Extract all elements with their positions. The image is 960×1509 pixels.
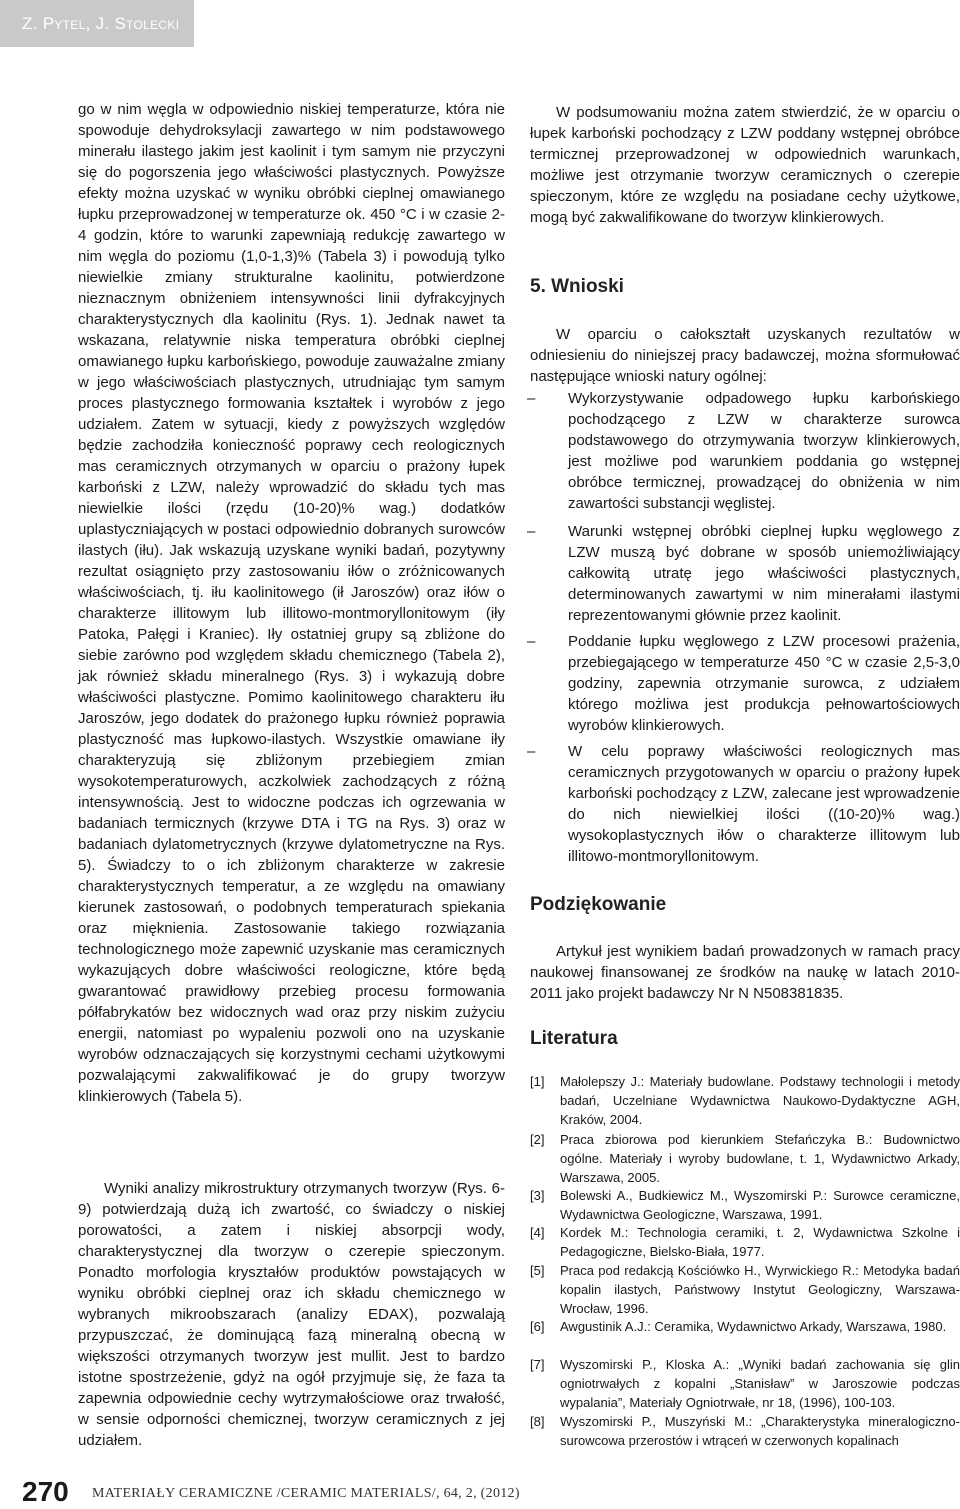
reference-number: [1] xyxy=(530,1074,545,1089)
reference-number: [5] xyxy=(530,1263,545,1278)
conclusion-item-text: W celu poprawy właściwości reologicznych mas ceramicznych przygotowanych w oparciu o prażony łupek karboński pochodzący z LZW, zalecane jest wprowadzenie do nich niewielkiej ilości ((10-20)% wag.) wysokoplastycznych iłów o charakterze illitowym lub illitowo-montmoryllonitowym. xyxy=(568,743,960,865)
reference-item-3 xyxy=(530,1186,960,1224)
right-paragraph-summary: W podsumowaniu można zatem stwierdzić, że w oparciu o łupek karboński pochodzący z LZW poddany wstępnej obróbce termicznej przeprowadzonej w odpowiednich warunkach, możliwe jest otrzymanie tworzyw ceramicznych o czerepie spieczonym, które ze względu na posiadane cechy użytkowe, mogą być zakwalifikowane do tworzyw klinkierowych. xyxy=(530,104,960,226)
left-paragraph-1: go w nim węgla w odpowiednio niskiej temperaturze, która nie spowoduje dehydroksylacji zawartego w nim podstawowego minerału ilastego jakim jest kaolinit i tym samym nie przyczyni się do pogorszenia jego właściwości plastycznych. Powyższe efekty można uzyskać w wyniku obróbki cieplnej omawianego łupku przeprowadzonej w temperaturze ok. 450 °C i w czasie 2-4 godzin, które to warunki zapewniają redukcję zawartego w nim węgla do poziomu (1,0-1,3)% (Tabela 3) i powodują tylko niewielkie zmiany strukturalne kaolinitu, potwierdzone nieznacznym obniżeniem intensywności linii dyfrakcyjnych charakterystycznych dla kaolinitu (Rys. 1). Jednak nawet ta wskazana, relatywnie niska temperatura obróbki cieplnej omawianego łupku karbońskiego, powoduje zauważalne zmiany w jego właściwościach plastycznych, utrudniając tym samym proces plastycznego formowania kształtek i wyrobów z jego udziałem. Zatem w sytuacji, kiedy z powyższych względów będzie zachodziła konieczność poprawy cech reologicznych mas ceramicznych otrzymanych w oparciu o prażony łupek karboński z LZW, należy wprowadzić do składu tych mas niewielkie ilości (rzędu (10-20)% wag.) dodatków uplastyczniających w postaci odpowiednio dobranych surowców ilastych (iłu). Jak wskazują uzyskane wyniki badań, pozytywny rezultat osiągnięto przy zastosowaniu iłów o zróżnicowanych właściwościach, tj. iłu kaolinitowego (ił Jaroszów) oraz iłów o charakterze illitowym lub illitowo-montmoryllonitowym (iły Patoka, Pałęgi i Kraniec). Iły ostatniej grupy są zbliżone do siebie zarówno pod względem składu chemicznego (Tabela 2), jak również składu mineralnego (Rys. 3) i wykazują dobre właściwości plastyczne. Pomimo kaolinitowego charakteru iłu Jaroszów, jego dodatek do prażonego łupku również poprawia plastyczność mas łupkowo-ilastych. Wszystkie omawiane iły charakteryzują się zbliżonym przebiegiem zmian wysokotemperaturowych, aczkolwiek zachodzących z różną intensywnością. Jest to widoczne podczas ich ogrzewania w badaniach termicznych (krzywe DTA i TG na Rys. 3) oraz w badaniach dylatometrycznych (krzywe dylatometryczne na Rys. 5). Świadczy to o ich zbliżonym charakterze w zakresie charakterystycznych temperatur, a ze względu na omawiany kierunek zastosowań, o podobnych temperaturach spiekania oraz mięknienia. Zastosowanie takiego rozwiązania technologicznego może zapewnić uzyskanie mas ceramicznych wykazujących dobre właściwości reologiczne, które będą gwarantować prawidłowy przebieg procesu formowania półfabrykatów bez widocznych wad oraz przy niskim zużyciu energii, natomiast po wypaleniu pozwoli ono na uzyskanie wyrobów odznaczających się korzystnymi cechami użytkowymi pozwalającymi zakwalifikować je do grupy tworzyw klinkierowych (Tabela 5). xyxy=(78,101,505,1105)
reference-text: Małolepszy J.: Materiały budowlane. Podstawy technologii i metody badań, Uczelniane Wydawnictwa Naukowo-Dydaktyczne AGH, Kraków, 2004. xyxy=(560,1074,960,1127)
right-paragraph-conclusions-intro: W oparciu o całokształt uzyskanych rezultatów w odniesieniu do niniejszej pracy badawczej, można sformułować następujące wnioski natury ogólnej: xyxy=(530,326,960,385)
reference-text: Praca pod redakcją Kościówko H., Wyrwickiego R.: Metodyka badań kopalin ilastych, Państwowy Instytut Geologiczny, Warszawa-Wrocław, 1996. xyxy=(560,1263,960,1316)
reference-item-7 xyxy=(530,1355,960,1412)
reference-number: [2] xyxy=(530,1132,545,1147)
reference-number: [4] xyxy=(530,1225,545,1240)
reference-text: Kordek M.: Technologia ceramiki, t. 2, Wydawnictwa Szkolne i Pedagogiczne, Bielsko-Biała, 1977. xyxy=(560,1225,960,1259)
running-header-author: Z. Pytel, J. Stolecki xyxy=(22,14,180,33)
reference-text: Awgustinik A.J.: Ceramika, Wydawnictwo Arkady, Warszawa, 1980. xyxy=(560,1319,947,1334)
conclusion-item-2 xyxy=(527,521,960,626)
reference-number: [6] xyxy=(530,1319,545,1334)
reference-item-8 xyxy=(530,1412,960,1450)
section-heading-conclusions: 5. Wnioski xyxy=(530,276,624,297)
reference-number: [8] xyxy=(530,1414,545,1429)
reference-text: Wyszomirski P., Muszyński M.: „Charakterystyka mineralogiczno-surowcowa przerostów i wtrąceń w czerwonych kopalinach xyxy=(560,1414,960,1448)
journal-footer: MATERIAŁY CERAMICZNE /CERAMIC MATERIALS/, 64, 2, (2012) xyxy=(92,1486,520,1501)
conclusion-item-4 xyxy=(527,741,960,867)
reference-number: [7] xyxy=(530,1357,545,1372)
conclusion-item-text: Warunki wstępnej obróbki cieplnej łupku węglowego z LZW muszą być dobrane w sposób uniemożliwiający całkowitą utratę jego właściwości plastycznych, determinowanych zawartymi w nim minerałami ilastymi reprezentowanymi głównie przez kaolinit. xyxy=(568,523,960,624)
reference-number: [3] xyxy=(530,1188,545,1203)
left-paragraph-2: Wyniki analizy mikrostruktury otrzymanych tworzyw (Rys. 6-9) potwierdzają dużą ich zwartość, co świadczy o niskiej porowatości, a zatem i niskiej absorpcji wody, charakterystycznej dla tworzyw o czerepie spieczonym. Ponadto morfologia kryształów produktów powstających w wyniku obróbki cieplnej oraz ich składu chemicznego w wybranych mikroobszarach (analizy EDAX), pozwalają przypuszczać, że dominującą fazą mineralną obecną w większości otrzymanych tworzyw jest mullit. Jest to bardzo istotne spostrzeżenie, gdyż na ogół przyjmuje się, że faza ta zapewnia odpowiednie cechy wytrzymałościowe oraz trwałość, w sensie odporności chemicznej, tworzyw ceramicznych z jej udziałem. xyxy=(78,1180,505,1449)
conclusion-item-text: Wykorzystywanie odpadowego łupku karbońskiego pochodzącego z LZW w charakterze surowca podstawowego do otrzymywania tworzyw klinkierowych, jest możliwe pod warunkiem poddania go wstępnej obróbce termicznej, prowadzącej do obniżenia w nim zawartości substancji węglistej. xyxy=(568,390,960,512)
reference-item-1 xyxy=(530,1072,960,1129)
list-dash: – xyxy=(527,633,536,650)
conclusion-item-text: Poddanie łupku węglowego z LZW procesowi prażenia, przebiegającego w temperaturze 450 °C w czasie 2,5-3,0 godziny, zapewnia otrzymanie surowca, z udziałem którego możliwa jest produkcja pełnowartościowych wyrobów klinkierowych. xyxy=(568,633,960,734)
section-heading-acknowledgements: Podziękowanie xyxy=(530,894,667,915)
conclusion-item-1 xyxy=(527,388,960,514)
reference-item-5 xyxy=(530,1261,960,1318)
reference-text: Praca zbiorowa pod kierunkiem Stefańczyka B.: Budownictwo ogólne. Materiały i wyroby budowlane, t. 1, Wydawnictwo Arkady, Warszawa, 2005. xyxy=(560,1132,960,1185)
list-dash: – xyxy=(527,523,536,540)
reference-text: Wyszomirski P., Kloska A.: „Wyniki badań zachowania się glin ogniotrwałych z kopalni „Stanisław” w Jaroszowie podczas wypalania”, Materiały Ogniotrwałe, nr 18, (1996), 100-103. xyxy=(560,1357,960,1410)
page-number: 270 xyxy=(22,1476,69,1507)
conclusion-item-3 xyxy=(527,631,960,736)
reference-text: Bolewski A., Budkiewicz M., Wyszomirski P.: Surowce ceramiczne, Wydawnictwa Geologiczne, Warszawa, 1991. xyxy=(560,1188,960,1222)
reference-item-2 xyxy=(530,1130,960,1187)
reference-item-4 xyxy=(530,1223,960,1261)
list-dash: – xyxy=(527,743,536,760)
acknowledgements-paragraph: Artykuł jest wynikiem badań prowadzonych w ramach pracy naukowej finansowanej ze środków na naukę w latach 2010-2011 jako projekt badawczy Nr N N508381835. xyxy=(530,943,960,1002)
section-heading-references: Literatura xyxy=(530,1028,618,1049)
list-dash: – xyxy=(527,390,536,407)
reference-item-6 xyxy=(530,1317,960,1336)
